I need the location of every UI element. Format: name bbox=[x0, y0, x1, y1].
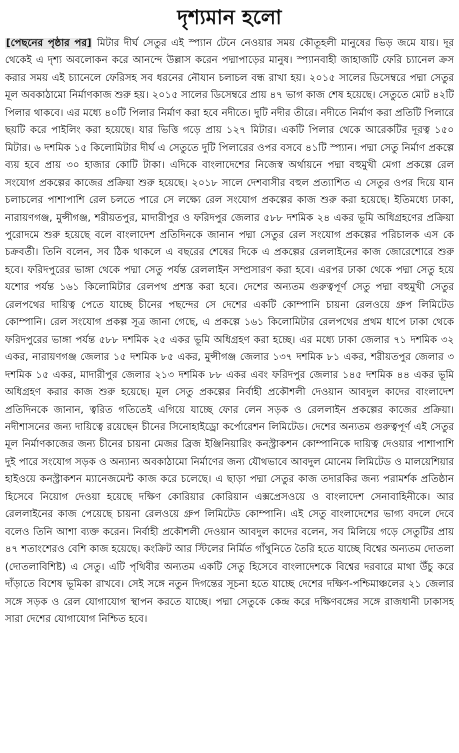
article-headline: দৃশ্যমান হলো bbox=[177, 5, 282, 29]
article-body bbox=[5, 35, 454, 750]
article-body-text: মিটার দীর্ঘ সেতুর এই স্প্যান টেনে নেওয়ার সময় কৌতূহলী মানুষের ভিড় জমে যায়। দূর থেকেই এ দৃশ্য অবলোকন করে আনন্দে উল্লাস করেন পদ্মাপাড়ের মানুষ। স্প্যানবাহী জাহাজটি ফেরি চ্যানেল ক্রস করার সময় এই চ্যানেলে ফেরিসহ সব ধরনের নৌযান চলাচল বন্ধ রাখা হয়। ২০১৫ সালের ডিসেম্বরে পদ্মা সেতুর মূল অবকাঠামো নির্মাণকাজ শুরু হয়। ২০১৫ সালের ডিসেম্বরে প্রায় ৪৭ ভাগ কাজ শেষ হয়েছে। সেতুতে মোট ৪২টি পিলার থাকবে। এর মধ্যে ৪০টি পিলার নির্মাণ করা হবে নদীতে। দুটি নদীর তীরে। নদীতে নির্মাণ করা প্রতিটি পিলারে ছয়টি করে পাইলিং করা হয়েছে। যার ভিত্তি গড়ে প্রায় ১২৭ মিটার। একটি পিলার থেকে আরেকটির দূরত্ব ১৫০ মিটার। ৬ দশমিক ১৫ কিলোমিটার দীর্ঘ এ সেতুতে দুটি পিলারের ওপর বসবে ৪১টি স্প্যান। পদ্মা সেতু নির্মাণ প্রকল্পে ব্যয় হবে প্রায় ৩০ হাজার কোটি টাকা। এদিকে বাংলাদেশের নিজেস্ব অর্থায়নে পদ্মা বহুমুখী মেগা প্রকল্পে রেল সংযোগ প্রকল্পের কাজের প্রক্রিয়া শুরু হয়েছে। ২০১৮ সালে দেশবাসীর বহুল প্রত্যাশিত এ সেতুর ওপর দিয়ে যান চলাচলের পাশাপাশি রেল চলতে পারে সে লক্ষ্যে রেল সংযোগ প্রকল্পের কাজ শুরু করা হয়েছে। ইতিমধ্যে ঢাকা, নারায়ণগঞ্জ, মুন্সীগঞ্জ, শরীয়তপুর, মাদারীপুর ও ফরিদপুর জেলার ৫৮৮ দশমিক ২৪ একর ভূমি অধিগ্রহণের প্রক্রিয়া পুরোদমে শুরু হয়েছে বলে বাংলাদেশ প্রতিদিনকে জানান পদ্মা সেতুর রেল সংযোগ প্রকল্পের পরিচালক এস কে চক্রবর্তী। তিনি বলেন, সব ঠিক থাকলে এ বছরের শেষের দিকে এ প্রকল্পের রেললাইনের কাজ জোরেশোরে শুরু হবে। ফরিদপুরের ভাঙ্গা থেকে পদ্মা সেতু পর্যন্ত রেললাইন সম্প্রসারণ করা হবে। এরপর ঢাকা থেকে পদ্মা সেতু হয়ে যশোর পর্যন্ত ১৬১ কিলোমিটার রেলপথ প্রশস্ত করা হবে। দেশের অন্যতম গুরুত্বপূর্ণ সেতু পদ্মা বহুমুখী সেতুর রেলপথের দায়িত্ব পেতে যাচ্ছে চীনের পছন্দের সে দেশের একটি কোম্পানি চায়না রেলওয়ে গ্রুপ লিমিটেড কোম্পানি। রেল সংযোগ প্রকল্প সূত্র জানা গেছে, এ প্রকল্পে ১৬১ কিলোমিটার রেলপথের প্রথম ধাপে ঢাকা থেকে ফরিদপুরের ভাঙ্গা পর্যন্ত ৫৮৮ দশমিক ২৫ একর ভূমি অধিগ্রহণ করা হচ্ছে। এর মধ্যে ঢাকা জেলার ৭১ দশমিক ৩২ একর, নারায়ণগঞ্জ জেলার ১৫ দশমিক ৮৫ একর, মুন্সীগঞ্জ জেলার ১৩৭ দশমিক ৮১ একর, শরীয়তপুর জেলার ৩ দশমিক ১৫ একর, মাদারীপুর জেলার ২১৩ দশমিক ৮৮ একর এবং ফরিদপুর জেলার ১৪৫ দশমিক ৪৪ একর ভূমি অধিগ্রহণ করার কাজ শুরু হয়েছে। মূল সেতু প্রকল্পের নির্বাহী প্রকৌশলী দেওয়ান আবদুল কাদের বাংলাদেশ প্রতিদিনকে জানান, ত্বরিত গতিতেই এগিয়ে যাচ্ছে ফোর লেন সড়ক ও রেললাইন প্রকল্পের কাজের প্রক্রিয়া। নদীশাসনের জন্য দায়িত্বে রয়েছেন চীনের সিনোহাইড্রো কর্পোরেশন লিমিটেড। দেশের অন্যতম গুরুত্বপূর্ণ এই সেতুর মূল নির্মাণকাজের জন্য চীনের চায়না মেজর ব্রিজ ইঞ্জিনিয়ারিং কনস্ট্রাকশন কোম্পানিকে দায়িত্ব দেওয়ার পাশাপাশি দুই পারে সংযোগ সড়ক ও অন্যান্য অবকাঠামো নির্মাণের জন্য যৌথভাবে আবদুল মোনেম লিমিটেড ও মালয়েশিয়ার হাইওয়ে কনস্ট্রাকশন ম্যানেজমেন্ট কাজ করে চলেছে। এ ছাড়া পদ্মা সেতুর কাজ তদারকির জন্য পরামর্শক প্রতিষ্ঠান হিসেবে নিয়োগ দেওয়া হয়েছে দক্ষিণ কোরিয়ার কোরিয়ান এক্সপ্রেসওয়ে ও বাংলাদেশ সেনাবাহিনীকে। আর রেললাইনের কাজ পেয়েছে চায়না রেলওয়ে গ্রুপ লিমিটেড কোম্পানি। এই সেতু বাংলাদেশের ভাগ্য বদলে দেবে বলেও তিনি আশা ব্যক্ত করেন। নির্বাহী প্রকৌশলী দেওয়ান আবদুল কাদের বলেন, সব মিলিয়ে গড়ে সেতুটির প্রায় ৪৭ শতাংশেরও বেশি কাজ হয়েছে। কংক্রিট আর স্টিলের নির্মিত গাঁথুনিতে তৈরি হতে যাচ্ছে বিশ্বের অন্যতম দোতলা (দোতলাবিশিষ্ট) এ সেতু। এটি পৃথিবীর অন্যতম একটি সেতু হিসেবে বাংলাদেশকে বিশ্বের দরবারে মাথা উঁচু করে দাঁড়াতে বিশেষ ভূমিকা রাখবে। সেই সঙ্গে নতুন দিগন্তের সূচনা হতে যাচ্ছে দেশের দক্ষিণ-পশ্চিমাঞ্চলের ২১ জেলার সঙ্গে সড়ক ও রেল যোগাযোগ স্থাপন করতে যাচ্ছে। পদ্মা সেতুকে কেন্দ্র করে দক্ষিণবঙ্গের সঙ্গে রাজধানী ঢাকাসহ সারা দেশের যোগাযোগ নিশ্চিত হবে। bbox=[5, 38, 454, 625]
continuation-label: [পেছনের পৃষ্ঠার পর] bbox=[6, 38, 92, 49]
